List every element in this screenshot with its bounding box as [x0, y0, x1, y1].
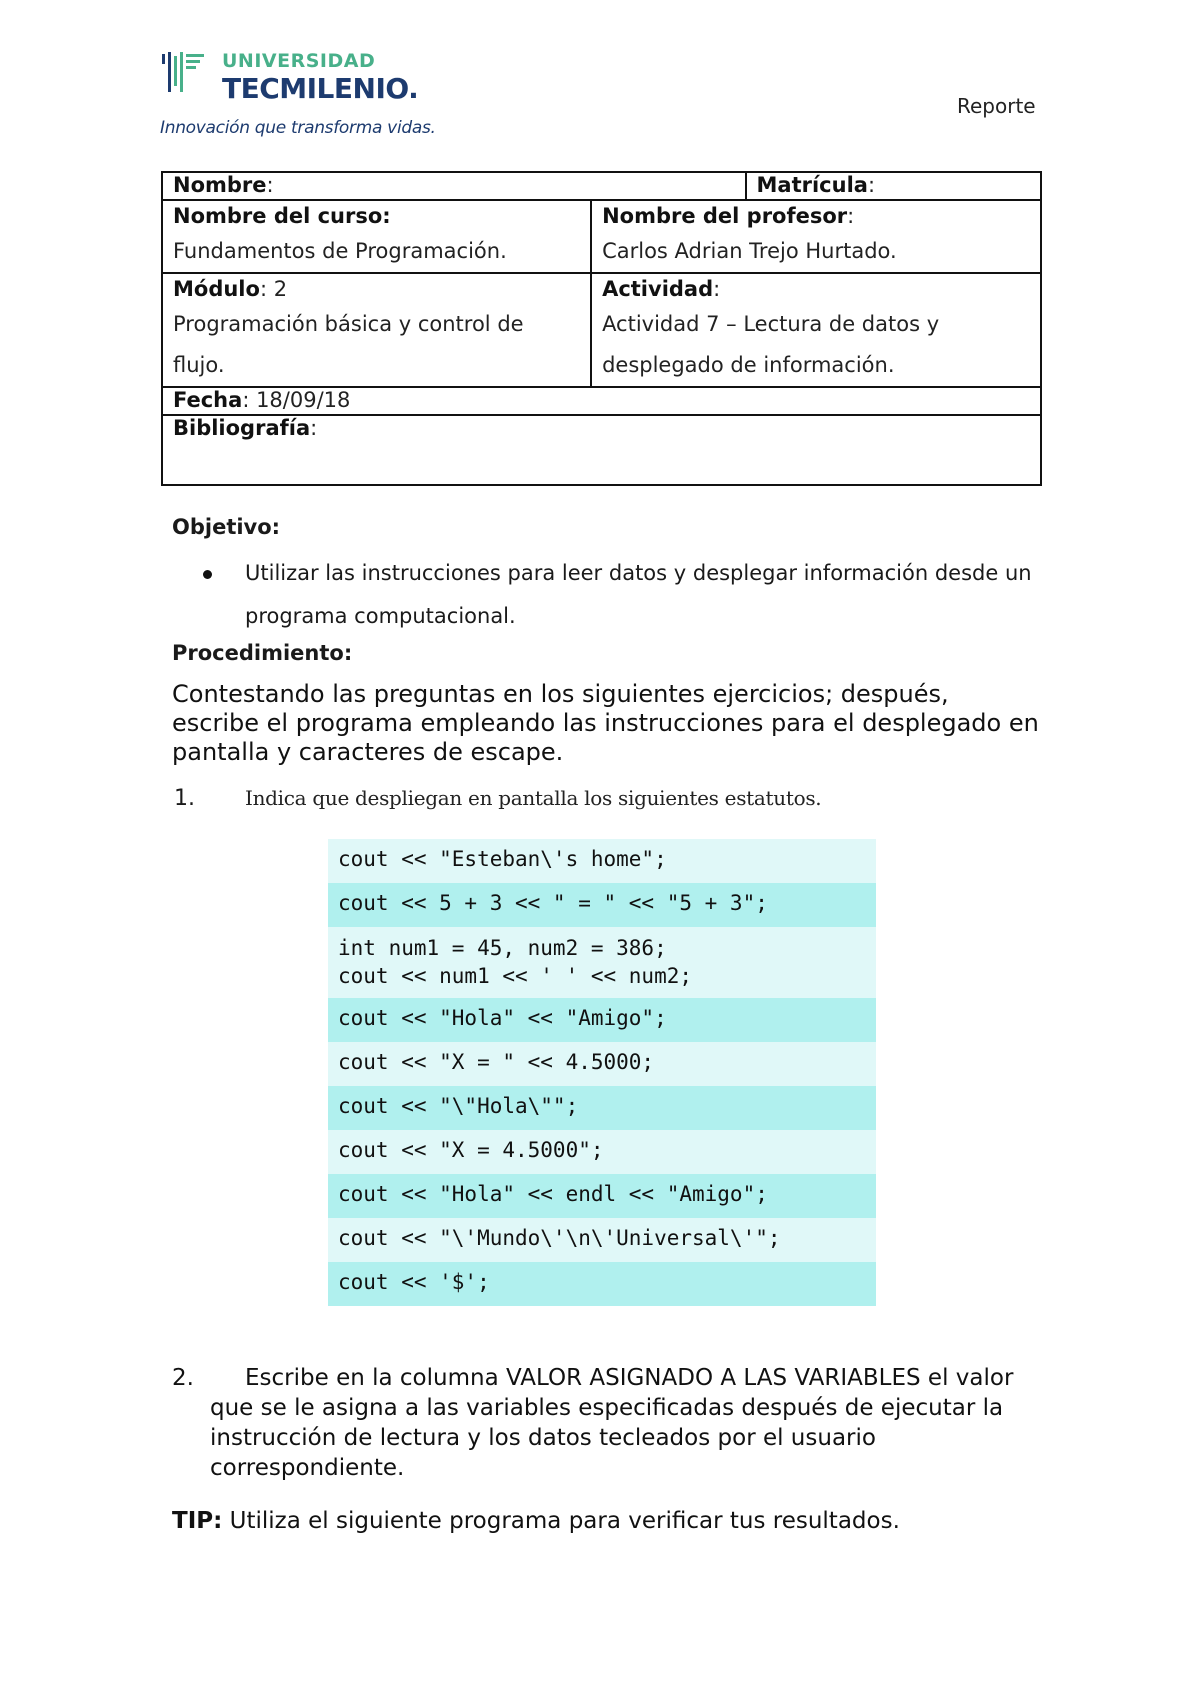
logo-line1: UNIVERSIDAD — [222, 50, 376, 72]
code-line: cout << "Hola" << "Amigo"; — [328, 998, 876, 1042]
nombre-label: Nombre — [173, 173, 267, 197]
objetivo-title: Objetivo: — [172, 515, 281, 539]
tip-line — [172, 1508, 900, 1534]
university-logo — [160, 48, 460, 143]
actividad-cell: Actividad: Actividad 7 – Lectura de datos y desplegado de información. — [591, 273, 1041, 387]
code-line: cout << "\"Hola\""; — [328, 1086, 876, 1130]
curso-value: Fundamentos de Programación. — [173, 239, 507, 263]
modulo-description: Programación básica y control de flujo. — [173, 312, 524, 377]
logo-tagline: Innovación que transforma vidas. — [160, 118, 436, 138]
code-table — [328, 839, 876, 1306]
profesor-cell: Nombre del profesor: Carlos Adrian Trejo Hurtado. — [591, 200, 1041, 273]
modulo-label: Módulo — [173, 277, 260, 301]
procedimiento-title: Procedimiento: — [172, 641, 353, 665]
code-line: cout << "X = 4.5000"; — [328, 1130, 876, 1174]
bibliografia-label: Bibliografía — [173, 416, 311, 440]
actividad-description: Actividad 7 – Lectura de datos y desplegado de información. — [602, 312, 940, 377]
modulo-value: : 2 — [259, 277, 288, 301]
logo-mark-icon — [160, 50, 212, 98]
code-line: cout << '$'; — [328, 1262, 876, 1306]
curso-label: Nombre del curso: — [173, 204, 391, 228]
student-info-table — [161, 171, 1042, 486]
tip-label: TIP: — [172, 1508, 223, 1534]
question1-text: Indica que despliegan en pantalla los siguientes estatutos. — [245, 786, 822, 810]
code-line: int num1 = 45, num2 = 386; cout << num1 << ' ' << num2; — [328, 927, 876, 998]
code-line: cout << "Esteban\'s home"; — [328, 839, 876, 883]
code-line: cout << "\'Mundo\'\n\'Universal\'"; — [328, 1218, 876, 1262]
actividad-label: Actividad — [602, 277, 714, 301]
objetivo-text: Utilizar las instrucciones para leer datos y desplegar información desde un programa computacional. — [245, 561, 1032, 628]
bullet-icon — [203, 570, 212, 579]
fecha-cell — [162, 387, 1041, 415]
fecha-value: : 18/09/18 — [242, 388, 351, 412]
procedimiento-intro: Contestando las preguntas en los siguientes ejercicios; después, escribe el programa empleando las instrucciones para el desplegado en pantalla y caracteres de escape. — [172, 680, 1039, 766]
tip-text: Utiliza el siguiente programa para verificar tus resultados. — [222, 1508, 900, 1534]
matricula-label: Matrícula — [756, 173, 868, 197]
profesor-label: Nombre del profesor — [602, 204, 848, 228]
matricula-cell: Matrícula: — [746, 172, 1041, 200]
question2-text — [172, 1363, 1030, 1483]
question2-number: 2. — [172, 1365, 194, 1391]
curso-cell — [162, 200, 591, 273]
code-line: cout << "Hola" << endl << "Amigo"; — [328, 1174, 876, 1218]
modulo-cell — [162, 273, 591, 387]
document-type: Reporte — [957, 94, 1036, 118]
fecha-label: Fecha — [173, 388, 243, 412]
question2-text-content: Escribe en la columna VALOR ASIGNADO A LAS VARIABLES el valor que se le asigna a las variables especificadas después de ejecutar la instrucción de lectura y los datos tecleados por el usuario correspondiente. — [210, 1365, 1014, 1481]
logo-line2: TECMILENIO. — [222, 72, 419, 105]
code-line: cout << 5 + 3 << " = " << "5 + 3"; — [328, 883, 876, 927]
code-line: cout << "X = " << 4.5000; — [328, 1042, 876, 1086]
question1-number: 1. — [174, 786, 195, 811]
nombre-cell: Nombre: — [162, 172, 746, 200]
bibliografia-cell: Bibliografía: — [162, 415, 1041, 485]
profesor-value: Carlos Adrian Trejo Hurtado. — [602, 239, 897, 263]
